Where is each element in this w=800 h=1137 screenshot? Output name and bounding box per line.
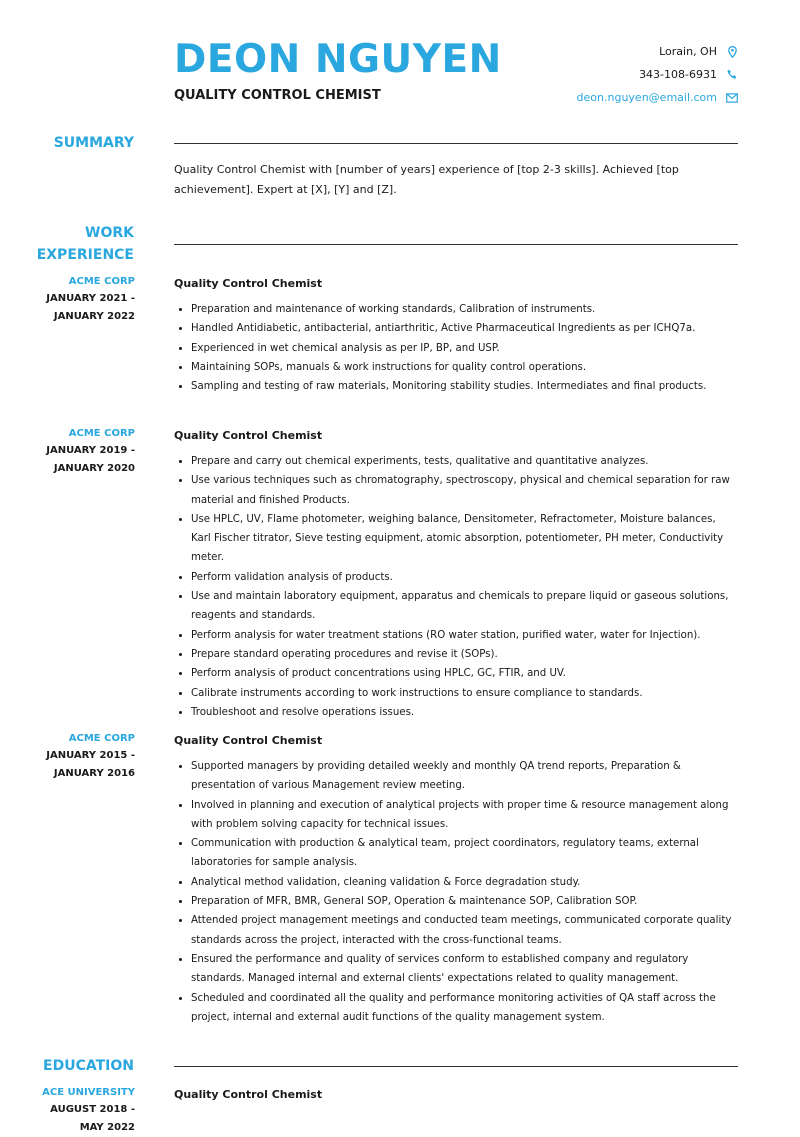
job-title: Quality Control Chemist: [174, 429, 323, 442]
job-details: [174, 427, 738, 722]
education-degree: Quality Control Chemist: [174, 1088, 323, 1101]
job-date-start: JANUARY 2015 -: [46, 750, 135, 761]
job-bullet: • Experienced in wet chemical analysis as per IP, BP, and USP.: [191, 339, 738, 358]
location-row: [577, 40, 738, 63]
education-details: [174, 1086, 738, 1111]
job-title: Quality Control Chemist: [174, 277, 323, 290]
job-date-end: JANUARY 2016: [53, 768, 135, 779]
job-company: ACME CORP: [68, 733, 135, 744]
education-heading: EDUCATION: [43, 1058, 134, 1074]
job-bullet: • Attended project management meetings and conducted team meetings, communicated corporate quality standards across the project, interacted with the cross-functional teams.: [191, 911, 738, 950]
job-bullet: • Calibrate instruments according to work instructions to ensure compliance to standards.: [191, 684, 738, 703]
phone-text: 343-108-6931: [639, 68, 717, 81]
job-bullet: • Use HPLC, UV, Flame photometer, weighing balance, Densitometer, Refractometer, Moisture balances, Karl Fischer titrator, Sieve testing equipment, atomic absorption, potentiometer, PH meter, Conductivity meter.: [191, 510, 738, 568]
education-date-start: AUGUST 2018 -: [50, 1104, 135, 1115]
job-details: [174, 275, 738, 396]
job-bullet: • Ensured the performance and quality of services conform to established company and regulatory standards. Managed internal and external clients' expectations related to quality management.: [191, 950, 738, 989]
job-meta: [15, 731, 135, 783]
email-row[interactable]: [577, 86, 738, 109]
job-bullet: • Preparation of MFR, BMR, General SOP, Operation & maintenance SOP, Calibration SOP.: [191, 892, 738, 911]
job-meta: [15, 274, 135, 326]
experience-heading-line1: WORK: [85, 225, 134, 241]
candidate-role: QUALITY CONTROL CHEMIST: [174, 88, 381, 103]
job-bullets: [174, 757, 738, 1027]
job-bullet: • Involved in planning and execution of analytical projects with proper time & resource management along with problem solving capacity for technical issues.: [191, 796, 738, 835]
job-bullet: • Prepare standard operating procedures and revise it (SOPs).: [191, 645, 738, 664]
job-bullet: • Perform analysis for water treatment stations (RO water station, purified water, water for Injection).: [191, 626, 738, 645]
envelope-icon: [726, 93, 738, 103]
job-bullet: • Sampling and testing of raw materials, Monitoring stability studies. Intermediates and final products.: [191, 377, 738, 396]
job-bullet: • Maintaining SOPs, manuals & work instructions for quality control operations.: [191, 358, 738, 377]
job-bullets: [174, 452, 738, 722]
job-date-end: JANUARY 2022: [53, 311, 135, 322]
job-bullet: • Troubleshoot and resolve operations issues.: [191, 703, 738, 722]
job-company: ACME CORP: [68, 276, 135, 287]
job-company: ACME CORP: [68, 428, 135, 439]
education-divider: [174, 1066, 738, 1067]
summary-divider: [174, 143, 738, 144]
job-bullets: [174, 300, 738, 396]
job-bullet: • Prepare and carry out chemical experiments, tests, qualitative and quantitative analyzes.: [191, 452, 738, 471]
job-bullet: • Preparation and maintenance of working standards, Calibration of instruments.: [191, 300, 738, 319]
map-pin-icon: [726, 46, 738, 58]
contact-block: [577, 40, 738, 109]
job-bullet: • Supported managers by providing detailed weekly and monthly QA trend reports, Preparation & presentation of various Management review meeting.: [191, 757, 738, 796]
experience-divider: [174, 244, 738, 245]
job-bullet: • Perform validation analysis of products.: [191, 568, 738, 587]
education-meta: [15, 1085, 135, 1137]
phone-row: [577, 63, 738, 86]
summary-text: Quality Control Chemist with [number of years] experience of [top 2-3 skills]. Achieved [top achievement]. Expert at [X], [Y] and [Z].: [174, 163, 679, 196]
job-bullet: • Analytical method validation, cleaning validation & Force degradation study.: [191, 873, 738, 892]
candidate-name: DEON NGUYEN: [174, 37, 502, 82]
experience-heading-line2: EXPERIENCE: [36, 247, 134, 263]
education-date-end: MAY 2022: [79, 1122, 135, 1133]
job-details: [174, 732, 738, 1027]
job-bullet: • Handled Antidiabetic, antibacterial, antiarthritic, Active Pharmaceutical Ingredients as per ICHQ7a.: [191, 319, 738, 338]
phone-icon: [726, 69, 738, 80]
job-bullet: • Use and maintain laboratory equipment, apparatus and chemicals to prepare liquid or gaseous solutions, reagents and standards.: [191, 587, 738, 626]
resume-header: [0, 0, 800, 120]
job-meta: [15, 426, 135, 478]
location-text: Lorain, OH: [659, 45, 717, 58]
email-link[interactable]: deon.nguyen@email.com: [576, 91, 717, 104]
job-date-end: JANUARY 2020: [53, 463, 135, 474]
job-title: Quality Control Chemist: [174, 734, 323, 747]
job-bullet: • Use various techniques such as chromatography, spectroscopy, physical and chemical separation for raw material and finished Products.: [191, 471, 738, 510]
job-bullet: • Communication with production & analytical team, project coordinators, regulatory teams, external laboratories for sample analysis.: [191, 834, 738, 873]
experience-heading: [14, 222, 134, 266]
job-date-start: JANUARY 2021 -: [46, 293, 135, 304]
job-bullet: • Scheduled and coordinated all the quality and performance monitoring activities of QA staff across the project, internal and external audit functions of the quality management system.: [191, 989, 738, 1028]
summary-heading: SUMMARY: [53, 135, 134, 151]
job-date-start: JANUARY 2019 -: [46, 445, 135, 456]
job-bullet: • Perform analysis of product concentrations using HPLC, GC, FTIR, and UV.: [191, 664, 738, 683]
education-school: ACE UNIVERSITY: [42, 1087, 135, 1098]
